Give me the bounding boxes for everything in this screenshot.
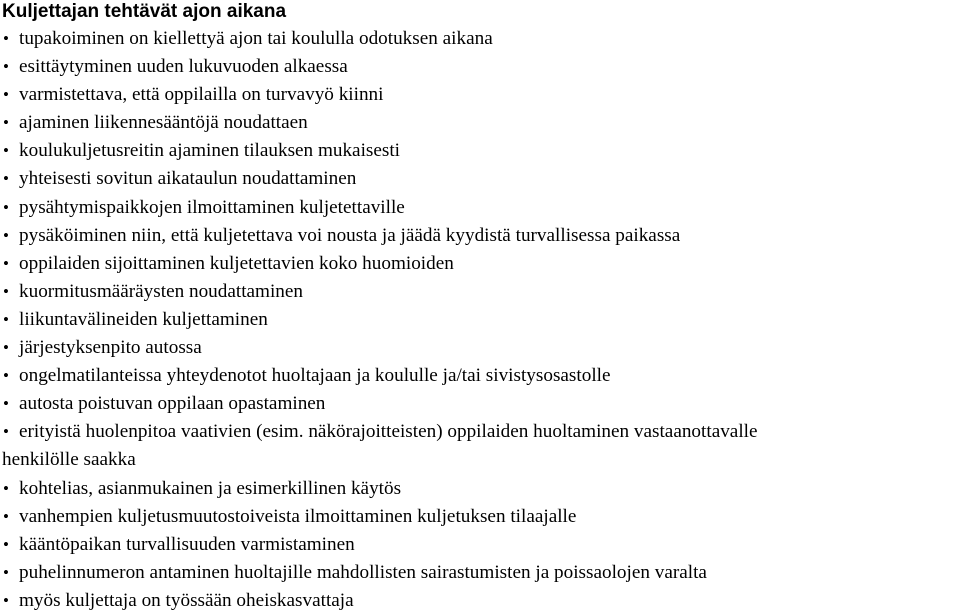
- list-item: [2, 109, 958, 137]
- list-item: [2, 165, 958, 193]
- bullet-icon: •: [3, 85, 9, 105]
- list-item: [2, 306, 958, 334]
- list-item: [2, 222, 958, 250]
- list-item: [2, 587, 958, 615]
- bullet-icon: •: [3, 506, 9, 526]
- bullet-icon: •: [3, 253, 9, 273]
- list-item: [2, 53, 958, 81]
- list-item: [2, 418, 958, 474]
- bullet-icon: •: [3, 29, 9, 48]
- list-item-text: kohtelias, asianmukainen ja esimerkillinen käytös: [19, 477, 402, 499]
- bullet-icon: •: [3, 169, 9, 189]
- list-item: [2, 531, 958, 559]
- bullet-icon: •: [3, 141, 9, 161]
- list-item-text: liikuntavälineiden kuljettaminen: [19, 308, 268, 330]
- list-item-text: pysäköiminen niin, että kuljetettava voi nousta ja jäädä kyydistä turvallisessa paikassa: [19, 224, 681, 246]
- bullet-icon: •: [3, 366, 9, 386]
- list-item-text: ajaminen liikennesääntöjä noudattaen: [19, 112, 308, 134]
- list-item: [2, 334, 958, 362]
- bullet-icon: •: [3, 562, 9, 582]
- list-item: [2, 503, 958, 531]
- list-item: [2, 475, 958, 503]
- list-item-text: tupakoiminen on kiellettyä ajon tai koululla odotuksen aikana: [19, 28, 493, 49]
- list-item: [2, 250, 958, 278]
- list-item-text: esittäytyminen uuden lukuvuoden alkaessa: [19, 56, 348, 78]
- bullet-icon: •: [3, 309, 9, 329]
- list-item: [2, 278, 958, 306]
- list-item-text: vanhempien kuljetusmuutostoiveista ilmoittaminen kuljetuksen tilaajalle: [19, 505, 577, 527]
- list-item-text: erityistä huolenpitoa vaativien (esim. näkörajoitteisten) oppilaiden huoltaminen vastaanottavalle: [19, 421, 758, 443]
- list-item-text: koulukuljetusreitin ajaminen tilauksen mukaisesti: [19, 140, 401, 162]
- list-item-continuation: henkilölle saakka: [2, 449, 136, 471]
- list-item-text: myös kuljettaja on työssään oheiskasvattaja: [19, 589, 354, 611]
- list-item-text: oppilaiden sijoittaminen kuljetettavien koko huomioiden: [19, 252, 454, 274]
- document-title: Kuljettajan tehtävät ajon aikana: [2, 1, 287, 22]
- bullet-icon: •: [3, 394, 9, 414]
- list-item: [2, 81, 958, 109]
- list-item-text: puhelinnumeron antaminen huoltajille mahdollisten sairastumisten ja poissaolojen varalta: [19, 561, 707, 583]
- bullet-icon: •: [3, 534, 9, 554]
- list-item: [2, 137, 958, 165]
- list-item: [2, 25, 958, 53]
- list-item-text: järjestyksenpito autossa: [19, 337, 202, 359]
- bullet-icon: •: [3, 338, 9, 358]
- bullet-icon: •: [3, 57, 9, 77]
- list-item-text: kuormitusmääräysten noudattaminen: [19, 280, 304, 302]
- list-item: [2, 362, 958, 390]
- list-item-text: yhteisesti sovitun aikataulun noudattaminen: [19, 168, 357, 190]
- bullet-icon: •: [3, 422, 9, 442]
- list-item: [2, 194, 958, 222]
- list-item-text: varmistettava, että oppilailla on turvavyö kiinni: [19, 84, 384, 106]
- document-page: [2, 0, 958, 615]
- list-item-text: autosta poistuvan oppilaan opastaminen: [19, 393, 326, 415]
- bullet-icon: •: [3, 113, 9, 133]
- list-item: [2, 390, 958, 418]
- bullet-icon: •: [3, 225, 9, 245]
- list-item-text: ongelmatilanteissa yhteydenotot huoltajaan ja koululle ja/tai sivistysosastolle: [19, 365, 611, 387]
- list-item-text: pysähtymispaikkojen ilmoittaminen kuljetettaville: [19, 196, 405, 218]
- bullet-icon: •: [3, 478, 9, 498]
- list-item-text: kääntöpaikan turvallisuuden varmistaminen: [19, 533, 355, 555]
- task-list: [2, 25, 958, 615]
- list-item: [2, 559, 958, 587]
- bullet-icon: •: [3, 281, 9, 301]
- bullet-icon: •: [3, 590, 9, 610]
- bullet-icon: •: [3, 197, 9, 217]
